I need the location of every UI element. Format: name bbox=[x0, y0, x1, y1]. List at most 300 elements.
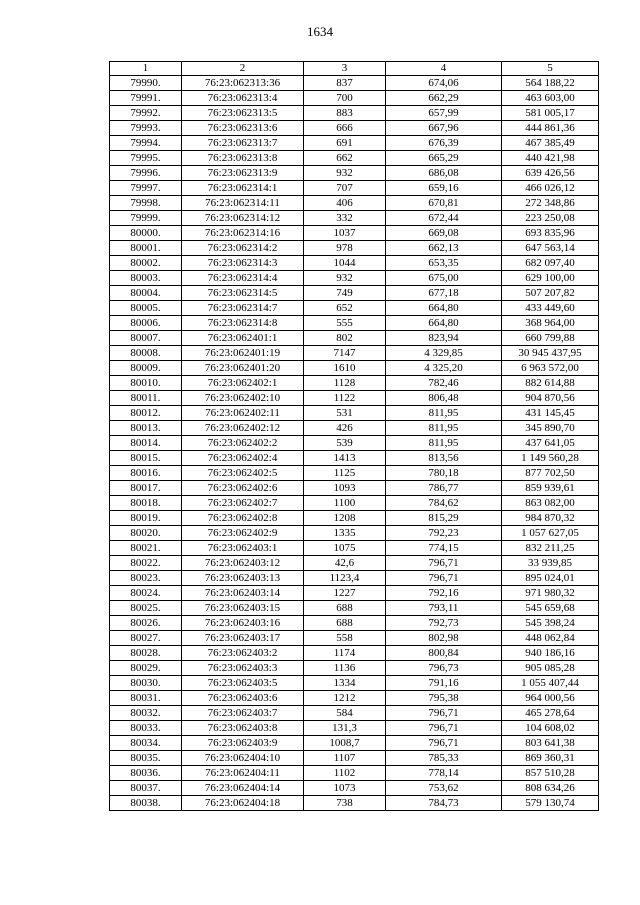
row-number-cell: 79999. bbox=[110, 211, 182, 226]
area-cell: 662 bbox=[304, 151, 386, 166]
specific-value-cell: 793,11 bbox=[386, 601, 502, 616]
cadastral-number-cell: 76:23:062404:18 bbox=[182, 796, 304, 811]
cadastral-number-cell: 76:23:062403:14 bbox=[182, 586, 304, 601]
table-row bbox=[110, 646, 599, 661]
cadastral-number-cell: 76:23:062404:10 bbox=[182, 751, 304, 766]
specific-value-cell: 657,99 bbox=[386, 106, 502, 121]
row-number-cell: 79994. bbox=[110, 136, 182, 151]
cadastral-number-cell: 76:23:062314:12 bbox=[182, 211, 304, 226]
area-cell: 7147 bbox=[304, 346, 386, 361]
table-row bbox=[110, 781, 599, 796]
area-cell: 1334 bbox=[304, 676, 386, 691]
area-cell: 691 bbox=[304, 136, 386, 151]
specific-value-cell: 796,73 bbox=[386, 661, 502, 676]
table-row bbox=[110, 256, 599, 271]
area-cell: 1123,4 bbox=[304, 571, 386, 586]
specific-value-cell: 784,73 bbox=[386, 796, 502, 811]
table-row bbox=[110, 571, 599, 586]
row-number-cell: 80021. bbox=[110, 541, 182, 556]
cadastral-number-cell: 76:23:062402:10 bbox=[182, 391, 304, 406]
table-row bbox=[110, 436, 599, 451]
page-number: 1634 bbox=[307, 24, 333, 39]
specific-value-cell: 677,18 bbox=[386, 286, 502, 301]
area-cell: 531 bbox=[304, 406, 386, 421]
table-row bbox=[110, 76, 599, 91]
area-cell: 1102 bbox=[304, 766, 386, 781]
area-cell: 1208 bbox=[304, 511, 386, 526]
table-row bbox=[110, 376, 599, 391]
cadastral-value-cell: 437 641,05 bbox=[502, 436, 599, 451]
cadastral-number-cell: 76:23:062402:5 bbox=[182, 466, 304, 481]
area-cell: 558 bbox=[304, 631, 386, 646]
specific-value-cell: 753,62 bbox=[386, 781, 502, 796]
table-row bbox=[110, 751, 599, 766]
cadastral-value-cell: 863 082,00 bbox=[502, 496, 599, 511]
cadastral-number-cell: 76:23:062402:12 bbox=[182, 421, 304, 436]
cadastral-value-cell: 6 963 572,00 bbox=[502, 361, 599, 376]
specific-value-cell: 662,29 bbox=[386, 91, 502, 106]
specific-value-cell: 780,18 bbox=[386, 466, 502, 481]
cadastral-value-cell: 444 861,36 bbox=[502, 121, 599, 136]
table-row bbox=[110, 721, 599, 736]
area-cell: 1227 bbox=[304, 586, 386, 601]
column-header: 5 bbox=[502, 62, 599, 76]
cadastral-value-cell: 905 085,28 bbox=[502, 661, 599, 676]
cadastral-value-cell: 682 097,40 bbox=[502, 256, 599, 271]
cadastral-value-cell: 964 000,56 bbox=[502, 691, 599, 706]
specific-value-cell: 674,06 bbox=[386, 76, 502, 91]
cadastral-value-cell: 629 100,00 bbox=[502, 271, 599, 286]
table-row bbox=[110, 136, 599, 151]
area-cell: 584 bbox=[304, 706, 386, 721]
row-number-cell: 80038. bbox=[110, 796, 182, 811]
area-cell: 332 bbox=[304, 211, 386, 226]
specific-value-cell: 792,16 bbox=[386, 586, 502, 601]
row-number-cell: 80002. bbox=[110, 256, 182, 271]
specific-value-cell: 823,94 bbox=[386, 331, 502, 346]
area-cell: 42,6 bbox=[304, 556, 386, 571]
cadastral-value-cell: 465 278,64 bbox=[502, 706, 599, 721]
cadastral-value-cell: 223 250,08 bbox=[502, 211, 599, 226]
cadastral-number-cell: 76:23:062403:2 bbox=[182, 646, 304, 661]
area-cell: 978 bbox=[304, 241, 386, 256]
cadastral-number-cell: 76:23:062403:8 bbox=[182, 721, 304, 736]
table-row bbox=[110, 631, 599, 646]
specific-value-cell: 791,16 bbox=[386, 676, 502, 691]
row-number-cell: 80013. bbox=[110, 421, 182, 436]
table-row bbox=[110, 466, 599, 481]
specific-value-cell: 796,71 bbox=[386, 571, 502, 586]
specific-value-cell: 811,95 bbox=[386, 436, 502, 451]
table-row bbox=[110, 796, 599, 811]
row-number-cell: 80032. bbox=[110, 706, 182, 721]
table-row bbox=[110, 211, 599, 226]
cadastral-value-cell: 882 614,88 bbox=[502, 376, 599, 391]
cadastral-value-cell: 433 449,60 bbox=[502, 301, 599, 316]
cadastral-number-cell: 76:23:062403:3 bbox=[182, 661, 304, 676]
area-cell: 700 bbox=[304, 91, 386, 106]
specific-value-cell: 795,38 bbox=[386, 691, 502, 706]
cadastral-number-cell: 76:23:062402:9 bbox=[182, 526, 304, 541]
area-cell: 1335 bbox=[304, 526, 386, 541]
area-cell: 932 bbox=[304, 166, 386, 181]
area-cell: 707 bbox=[304, 181, 386, 196]
cadastral-value-cell: 33 939,85 bbox=[502, 556, 599, 571]
table-row bbox=[110, 586, 599, 601]
table-row bbox=[110, 301, 599, 316]
area-cell: 1037 bbox=[304, 226, 386, 241]
cadastral-value-cell: 545 659,68 bbox=[502, 601, 599, 616]
table-row bbox=[110, 391, 599, 406]
row-number-cell: 80022. bbox=[110, 556, 182, 571]
cadastral-number-cell: 76:23:062403:12 bbox=[182, 556, 304, 571]
cadastral-number-cell: 76:23:062314:8 bbox=[182, 316, 304, 331]
cadastral-value-cell: 1 055 407,44 bbox=[502, 676, 599, 691]
cadastral-value-cell: 647 563,14 bbox=[502, 241, 599, 256]
cadastral-value-cell: 832 211,25 bbox=[502, 541, 599, 556]
area-cell: 688 bbox=[304, 601, 386, 616]
column-header: 4 bbox=[386, 62, 502, 76]
table-row bbox=[110, 526, 599, 541]
row-number-cell: 79990. bbox=[110, 76, 182, 91]
table-row bbox=[110, 316, 599, 331]
area-cell: 738 bbox=[304, 796, 386, 811]
table-row bbox=[110, 361, 599, 376]
table-row bbox=[110, 451, 599, 466]
row-number-cell: 80014. bbox=[110, 436, 182, 451]
cadastral-number-cell: 76:23:062313:5 bbox=[182, 106, 304, 121]
specific-value-cell: 664,80 bbox=[386, 316, 502, 331]
cadastral-number-cell: 76:23:062403:6 bbox=[182, 691, 304, 706]
specific-value-cell: 792,73 bbox=[386, 616, 502, 631]
row-number-cell: 80004. bbox=[110, 286, 182, 301]
cadastral-value-cell: 904 870,56 bbox=[502, 391, 599, 406]
table-row bbox=[110, 736, 599, 751]
table-row bbox=[110, 556, 599, 571]
cadastral-number-cell: 76:23:062401:1 bbox=[182, 331, 304, 346]
cadastral-number-cell: 76:23:062402:1 bbox=[182, 376, 304, 391]
row-number-cell: 80017. bbox=[110, 481, 182, 496]
cadastral-number-cell: 76:23:062313:9 bbox=[182, 166, 304, 181]
specific-value-cell: 662,13 bbox=[386, 241, 502, 256]
row-number-cell: 80023. bbox=[110, 571, 182, 586]
row-number-cell: 80026. bbox=[110, 616, 182, 631]
cadastral-number-cell: 76:23:062314:1 bbox=[182, 181, 304, 196]
cadastral-number-cell: 76:23:062402:6 bbox=[182, 481, 304, 496]
cadastral-number-cell: 76:23:062403:5 bbox=[182, 676, 304, 691]
specific-value-cell: 774,15 bbox=[386, 541, 502, 556]
cadastral-value-cell: 431 145,45 bbox=[502, 406, 599, 421]
cadastral-value-cell: 30 945 437,95 bbox=[502, 346, 599, 361]
cadastral-value-table bbox=[109, 61, 599, 811]
cadastral-number-cell: 76:23:062313:6 bbox=[182, 121, 304, 136]
table-body bbox=[110, 76, 599, 811]
area-cell: 539 bbox=[304, 436, 386, 451]
specific-value-cell: 796,71 bbox=[386, 721, 502, 736]
cadastral-value-cell: 803 641,38 bbox=[502, 736, 599, 751]
cadastral-number-cell: 76:23:062403:9 bbox=[182, 736, 304, 751]
specific-value-cell: 811,95 bbox=[386, 421, 502, 436]
area-cell: 1093 bbox=[304, 481, 386, 496]
row-number-cell: 80006. bbox=[110, 316, 182, 331]
area-cell: 1008,7 bbox=[304, 736, 386, 751]
specific-value-cell: 815,29 bbox=[386, 511, 502, 526]
area-cell: 1610 bbox=[304, 361, 386, 376]
table-row bbox=[110, 511, 599, 526]
area-cell: 1174 bbox=[304, 646, 386, 661]
cadastral-number-cell: 76:23:062314:11 bbox=[182, 196, 304, 211]
table-row bbox=[110, 346, 599, 361]
table-row bbox=[110, 226, 599, 241]
cadastral-number-cell: 76:23:062404:11 bbox=[182, 766, 304, 781]
table-row bbox=[110, 601, 599, 616]
table-row bbox=[110, 676, 599, 691]
row-number-cell: 79995. bbox=[110, 151, 182, 166]
table-row bbox=[110, 661, 599, 676]
cadastral-value-cell: 1 149 560,28 bbox=[502, 451, 599, 466]
specific-value-cell: 659,16 bbox=[386, 181, 502, 196]
specific-value-cell: 667,96 bbox=[386, 121, 502, 136]
table-row bbox=[110, 196, 599, 211]
area-cell: 883 bbox=[304, 106, 386, 121]
table-row bbox=[110, 496, 599, 511]
cadastral-number-cell: 76:23:062401:20 bbox=[182, 361, 304, 376]
cadastral-value-cell: 507 207,82 bbox=[502, 286, 599, 301]
column-header: 1 bbox=[110, 62, 182, 76]
row-number-cell: 80010. bbox=[110, 376, 182, 391]
table-row bbox=[110, 241, 599, 256]
table-row bbox=[110, 616, 599, 631]
row-number-cell: 80015. bbox=[110, 451, 182, 466]
row-number-cell: 80035. bbox=[110, 751, 182, 766]
area-cell: 1413 bbox=[304, 451, 386, 466]
row-number-cell: 80012. bbox=[110, 406, 182, 421]
cadastral-value-cell: 971 980,32 bbox=[502, 586, 599, 601]
row-number-cell: 79997. bbox=[110, 181, 182, 196]
cadastral-number-cell: 76:23:062314:3 bbox=[182, 256, 304, 271]
cadastral-value-cell: 104 608,02 bbox=[502, 721, 599, 736]
area-cell: 1122 bbox=[304, 391, 386, 406]
specific-value-cell: 664,80 bbox=[386, 301, 502, 316]
row-number-cell: 79993. bbox=[110, 121, 182, 136]
cadastral-value-cell: 463 603,00 bbox=[502, 91, 599, 106]
specific-value-cell: 792,23 bbox=[386, 526, 502, 541]
row-number-cell: 79992. bbox=[110, 106, 182, 121]
row-number-cell: 80031. bbox=[110, 691, 182, 706]
column-header: 2 bbox=[182, 62, 304, 76]
cadastral-value-cell: 564 188,22 bbox=[502, 76, 599, 91]
area-cell: 1136 bbox=[304, 661, 386, 676]
specific-value-cell: 669,08 bbox=[386, 226, 502, 241]
column-header: 3 bbox=[304, 62, 386, 76]
specific-value-cell: 672,44 bbox=[386, 211, 502, 226]
cadastral-value-cell: 857 510,28 bbox=[502, 766, 599, 781]
specific-value-cell: 4 325,20 bbox=[386, 361, 502, 376]
row-number-cell: 80024. bbox=[110, 586, 182, 601]
cadastral-number-cell: 76:23:062402:2 bbox=[182, 436, 304, 451]
cadastral-value-cell: 869 360,31 bbox=[502, 751, 599, 766]
cadastral-number-cell: 76:23:062403:7 bbox=[182, 706, 304, 721]
table-row bbox=[110, 481, 599, 496]
row-number-cell: 80018. bbox=[110, 496, 182, 511]
table-row bbox=[110, 286, 599, 301]
row-number-cell: 80016. bbox=[110, 466, 182, 481]
area-cell: 802 bbox=[304, 331, 386, 346]
area-cell: 406 bbox=[304, 196, 386, 211]
row-number-cell: 80011. bbox=[110, 391, 182, 406]
table-row bbox=[110, 106, 599, 121]
cadastral-number-cell: 76:23:062403:17 bbox=[182, 631, 304, 646]
specific-value-cell: 785,33 bbox=[386, 751, 502, 766]
cadastral-value-cell: 639 426,56 bbox=[502, 166, 599, 181]
specific-value-cell: 670,81 bbox=[386, 196, 502, 211]
cadastral-number-cell: 76:23:062314:7 bbox=[182, 301, 304, 316]
cadastral-value-cell: 859 939,61 bbox=[502, 481, 599, 496]
cadastral-number-cell: 76:23:062314:2 bbox=[182, 241, 304, 256]
specific-value-cell: 686,08 bbox=[386, 166, 502, 181]
table-row bbox=[110, 406, 599, 421]
row-number-cell: 80033. bbox=[110, 721, 182, 736]
cadastral-number-cell: 76:23:062403:1 bbox=[182, 541, 304, 556]
cadastral-value-cell: 1 057 627,05 bbox=[502, 526, 599, 541]
table-row bbox=[110, 706, 599, 721]
row-number-cell: 80001. bbox=[110, 241, 182, 256]
row-number-cell: 80034. bbox=[110, 736, 182, 751]
cadastral-value-cell: 660 799,88 bbox=[502, 331, 599, 346]
cadastral-value-cell: 693 835,96 bbox=[502, 226, 599, 241]
cadastral-number-cell: 76:23:062402:4 bbox=[182, 451, 304, 466]
cadastral-value-cell: 272 348,86 bbox=[502, 196, 599, 211]
table-row bbox=[110, 766, 599, 781]
row-number-cell: 80009. bbox=[110, 361, 182, 376]
specific-value-cell: 784,62 bbox=[386, 496, 502, 511]
cadastral-value-cell: 877 702,50 bbox=[502, 466, 599, 481]
cadastral-value-cell: 895 024,01 bbox=[502, 571, 599, 586]
cadastral-number-cell: 76:23:062401:19 bbox=[182, 346, 304, 361]
specific-value-cell: 796,71 bbox=[386, 706, 502, 721]
specific-value-cell: 802,98 bbox=[386, 631, 502, 646]
table-row bbox=[110, 541, 599, 556]
row-number-cell: 80008. bbox=[110, 346, 182, 361]
row-number-cell: 79998. bbox=[110, 196, 182, 211]
table-row bbox=[110, 151, 599, 166]
table-row bbox=[110, 91, 599, 106]
cadastral-number-cell: 76:23:062314:16 bbox=[182, 226, 304, 241]
specific-value-cell: 811,95 bbox=[386, 406, 502, 421]
row-number-cell: 80000. bbox=[110, 226, 182, 241]
area-cell: 1107 bbox=[304, 751, 386, 766]
specific-value-cell: 806,48 bbox=[386, 391, 502, 406]
cadastral-value-cell: 467 385,49 bbox=[502, 136, 599, 151]
row-number-cell: 80037. bbox=[110, 781, 182, 796]
cadastral-value-cell: 579 130,74 bbox=[502, 796, 599, 811]
cadastral-number-cell: 76:23:062403:13 bbox=[182, 571, 304, 586]
cadastral-number-cell: 76:23:062402:7 bbox=[182, 496, 304, 511]
area-cell: 666 bbox=[304, 121, 386, 136]
cadastral-number-cell: 76:23:062403:15 bbox=[182, 601, 304, 616]
cadastral-value-cell: 545 398,24 bbox=[502, 616, 599, 631]
table-row bbox=[110, 121, 599, 136]
table-row bbox=[110, 691, 599, 706]
cadastral-number-cell: 76:23:062404:14 bbox=[182, 781, 304, 796]
table-row bbox=[110, 271, 599, 286]
area-cell: 1212 bbox=[304, 691, 386, 706]
cadastral-number-cell: 76:23:062313:7 bbox=[182, 136, 304, 151]
table-row bbox=[110, 331, 599, 346]
specific-value-cell: 796,71 bbox=[386, 736, 502, 751]
row-number-cell: 80025. bbox=[110, 601, 182, 616]
cadastral-value-cell: 984 870,32 bbox=[502, 511, 599, 526]
cadastral-value-cell: 808 634,26 bbox=[502, 781, 599, 796]
cadastral-number-cell: 76:23:062402:8 bbox=[182, 511, 304, 526]
specific-value-cell: 665,29 bbox=[386, 151, 502, 166]
row-number-cell: 80030. bbox=[110, 676, 182, 691]
specific-value-cell: 786,77 bbox=[386, 481, 502, 496]
cadastral-value-cell: 345 890,70 bbox=[502, 421, 599, 436]
area-cell: 426 bbox=[304, 421, 386, 436]
specific-value-cell: 653,35 bbox=[386, 256, 502, 271]
cadastral-number-cell: 76:23:062313:8 bbox=[182, 151, 304, 166]
specific-value-cell: 800,84 bbox=[386, 646, 502, 661]
cadastral-value-cell: 940 186,16 bbox=[502, 646, 599, 661]
area-cell: 1075 bbox=[304, 541, 386, 556]
cadastral-value-cell: 466 026,12 bbox=[502, 181, 599, 196]
area-cell: 1073 bbox=[304, 781, 386, 796]
row-number-cell: 80029. bbox=[110, 661, 182, 676]
specific-value-cell: 778,14 bbox=[386, 766, 502, 781]
row-number-cell: 80028. bbox=[110, 646, 182, 661]
row-number-cell: 80005. bbox=[110, 301, 182, 316]
specific-value-cell: 813,56 bbox=[386, 451, 502, 466]
area-cell: 1044 bbox=[304, 256, 386, 271]
row-number-cell: 80036. bbox=[110, 766, 182, 781]
cadastral-value-cell: 368 964,00 bbox=[502, 316, 599, 331]
cadastral-value-cell: 581 005,17 bbox=[502, 106, 599, 121]
area-cell: 688 bbox=[304, 616, 386, 631]
cadastral-value-cell: 448 062,84 bbox=[502, 631, 599, 646]
cadastral-number-cell: 76:23:062313:4 bbox=[182, 91, 304, 106]
table-row bbox=[110, 421, 599, 436]
cadastral-number-cell: 76:23:062314:4 bbox=[182, 271, 304, 286]
table-row bbox=[110, 166, 599, 181]
cadastral-number-cell: 76:23:062402:11 bbox=[182, 406, 304, 421]
row-number-cell: 79996. bbox=[110, 166, 182, 181]
row-number-cell: 80007. bbox=[110, 331, 182, 346]
cadastral-value-cell: 440 421,98 bbox=[502, 151, 599, 166]
row-number-cell: 79991. bbox=[110, 91, 182, 106]
specific-value-cell: 782,46 bbox=[386, 376, 502, 391]
row-number-cell: 80027. bbox=[110, 631, 182, 646]
area-cell: 932 bbox=[304, 271, 386, 286]
cadastral-number-cell: 76:23:062313:36 bbox=[182, 76, 304, 91]
area-cell: 1125 bbox=[304, 466, 386, 481]
row-number-cell: 80019. bbox=[110, 511, 182, 526]
area-cell: 1100 bbox=[304, 496, 386, 511]
area-cell: 555 bbox=[304, 316, 386, 331]
area-cell: 837 bbox=[304, 76, 386, 91]
specific-value-cell: 4 329,85 bbox=[386, 346, 502, 361]
specific-value-cell: 796,71 bbox=[386, 556, 502, 571]
cadastral-number-cell: 76:23:062314:5 bbox=[182, 286, 304, 301]
specific-value-cell: 675,00 bbox=[386, 271, 502, 286]
area-cell: 1128 bbox=[304, 376, 386, 391]
area-cell: 131,3 bbox=[304, 721, 386, 736]
cadastral-number-cell: 76:23:062403:16 bbox=[182, 616, 304, 631]
row-number-cell: 80020. bbox=[110, 526, 182, 541]
area-cell: 652 bbox=[304, 301, 386, 316]
specific-value-cell: 676,39 bbox=[386, 136, 502, 151]
row-number-cell: 80003. bbox=[110, 271, 182, 286]
